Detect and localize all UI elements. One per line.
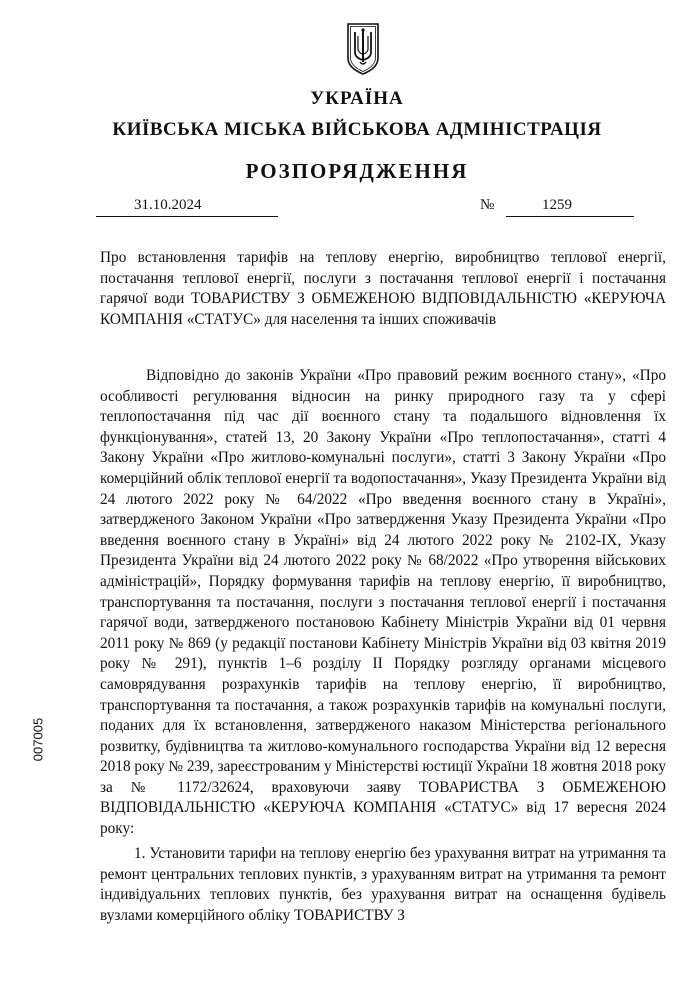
side-stamp [22,710,46,770]
country-heading: УКРАЇНА [310,88,404,109]
coat-of-arms-trident-icon [346,22,380,76]
document-date: 31.10.2024 [134,197,202,213]
body-paragraph-preamble: Відповідно до законів України «Про правовий режим воєнного стану», «Про особливості регулювання відносин на ринку природного газу та у сфері теплопостачання під час дії воєнного стану та подальшого відновлення їх функціонування», статей 13, 20 Закону України «Про теплопостачання», статті 4 Закону України «Про житлово-комунальні послуги», статті 3 Закону України «Про комерційний облік теплової енергії та водопостачання», Указу Президента України від 24 лютого 2022 року № 64/2022 «Про введення воєнного стану в Україні», затвердженого Законом України «Про затвердження Указу Президента України «Про введення воєнного стану в Україні» від 24 лютого 2022 року № 2102-IX, Указу Президента України від 24 лютого 2022 року № 68/2022 «Про утворення військових адміністрацій», Порядку формування тарифів на теплову енергію, її виробництво, транспортування та постачання, послуги з постачання теплової енергії і постачання гарячої води, затвердженого постановою Кабінету Міністрів України від 01 червня 2011 року № 869 (у редакції постанови Кабінету Міністрів України від 03 квітня 2019 року № 291), пунктів 1–6 розділу ІІ Порядку розгляду органами місцевого самоврядування розрахунків тарифів на теплову енергію, її виробництво, транспортування та постачання, а також розрахунків тарифів на комунальні послуги, поданих для їх встановлення, затвердженого наказом Міністерства регіонального розвитку, будівництва та житлово-комунального господарства України від 12 вересня 2018 року № 239, зареєстрованим у Міністерстві юстиції України 18 жовтня 2018 року за № 1172/32624, враховуючи заяву ТОВАРИСТВА З ОБМЕЖЕНОЮ ВІДПОВІДАЛЬНІСТЮ «КЕРУЮЧА КОМПАНІЯ «СТАТУС» від 17 вересня 2024 року: [100,367,666,838]
number-sign: № [480,197,495,213]
document-date-field [96,196,278,217]
document-title: Про встановлення тарифів на теплову енергію, виробництво теплової енергії, постачання теплової енергії, послуги з постачання теплової енергії і постачання гарячої води ТОВАРИСТВУ З ОБМЕЖЕНОЮ ВІДПОВІДАЛЬНІСТЮ «КЕРУЮЧА КОМПАНІЯ «СТАТУС» для населення та інших споживачів [100,249,666,328]
document-number: 1259 [542,197,572,213]
document-number-field [506,196,634,217]
side-stamp-number: 007005 [30,717,46,762]
body-paragraph-clause-1: 1. Установити тарифи на теплову енергію без урахування витрат на утримання та ремонт центральних теплових пунктів, з урахуванням витрат на утримання та ремонт індивідуальних теплових пунктів, без урахування витрат на оснащення будівель вузлами комерційного обліку ТОВАРИСТВУ З [100,845,666,924]
authority-heading: КИЇВСЬКА МІСЬКА ВІЙСЬКОВА АДМІНІСТРАЦІЯ [112,119,602,140]
document-type-heading: РОЗПОРЯДЖЕННЯ [245,159,469,183]
